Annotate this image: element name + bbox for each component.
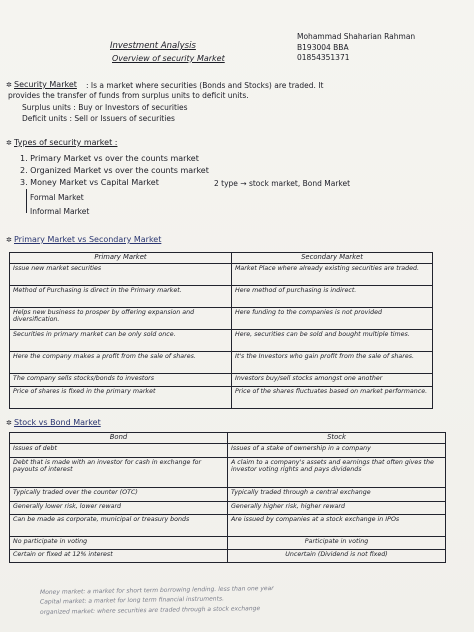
subtype-bracket xyxy=(26,189,27,213)
table-cell: Can be made as corporate, municipal or treasury bonds xyxy=(10,514,228,536)
table-cell: Here method of purchasing is indirect. xyxy=(232,285,433,307)
table-cell: Here, securities can be sold and bought multiple times. xyxy=(232,329,433,351)
bleed-through-line-2: Capital market: a market for long term financial instruments. xyxy=(39,595,225,606)
page-subtitle: Overview of security Market xyxy=(112,54,225,63)
table-cell: Issue new market securities xyxy=(10,263,232,285)
bleed-through-line-1: Money market: a market for short term borrowing lending. less than one year xyxy=(39,584,274,597)
table-cell: Investors buy/sell stocks amongst one another xyxy=(232,373,433,386)
table-row xyxy=(10,351,433,373)
column-header-secondary: Secondary Market xyxy=(232,253,433,264)
bullet-icon: ✲ xyxy=(6,419,12,427)
types-item-2: 2. Organized Market vs over the counts market xyxy=(20,166,209,175)
bullet-icon: ✲ xyxy=(6,236,12,244)
table-row xyxy=(10,501,446,514)
table-cell: Issues of a stake of ownership in a company xyxy=(228,443,446,457)
table-cell: Method of Purchasing is direct in the Primary market. xyxy=(10,285,232,307)
table-row xyxy=(10,443,446,457)
table-cell: Are issued by companies at a stock exchange in IPOs xyxy=(228,514,446,536)
table-cell: A claim to a company's assets and earnings that often gives the investor voting rights and pays dividends xyxy=(228,457,446,487)
student-id: B193004 BBA xyxy=(297,43,349,52)
subtype-informal: Informal Market xyxy=(30,207,90,216)
table-cell: Helps new business to prosper by offering expansion and diversification. xyxy=(10,307,232,329)
table-cell: It's the Investors who gain profit from the sale of shares. xyxy=(232,351,433,373)
table-row xyxy=(10,373,433,386)
table-row xyxy=(10,549,446,562)
table-cell: Certain or fixed at 12% interest xyxy=(10,549,228,562)
table-cell: Market Place where already existing securities are traded. xyxy=(232,263,433,285)
table-cell: The company sells stocks/bonds to investors xyxy=(10,373,232,386)
table-row xyxy=(10,487,446,501)
table-cell: Price of the shares fluctuates based on market performance. xyxy=(232,386,433,408)
table-row xyxy=(10,307,433,329)
bullet-surplus-units: Surplus units : Buy or Investors of securities xyxy=(22,103,188,112)
column-header-primary: Primary Market xyxy=(10,253,232,264)
stock-bond-table xyxy=(9,432,446,563)
table-cell: Participate in voting xyxy=(228,536,446,549)
table-cell: Typically traded through a central exchange xyxy=(228,487,446,501)
table-cell: Uncertain (Dividend is not fixed) xyxy=(228,549,446,562)
table-row xyxy=(10,285,433,307)
table-cell: Price of shares is fixed in the primary market xyxy=(10,386,232,408)
bullet-icon: ✲ xyxy=(6,81,12,89)
phone-number: 01854351371 xyxy=(297,53,350,62)
types-item-3-note: 2 type → stock market, Bond Market xyxy=(214,179,351,188)
subtype-formal: Formal Market xyxy=(30,193,84,202)
table-cell: Debt that is made with an investor for cash in exchange for payouts of interest xyxy=(10,457,228,487)
author-name: Mohammad Shaharian Rahman xyxy=(297,32,416,41)
primary-secondary-table xyxy=(9,252,433,409)
column-header-bond: Bond xyxy=(10,433,228,444)
table-row xyxy=(10,457,446,487)
bullet-deficit-units: Deficit units : Sell or Issuers of securities xyxy=(22,114,175,123)
primary-secondary-heading: Primary Market vs Secondary Market xyxy=(14,235,162,244)
table-cell: Here the company makes a profit from the sale of shares. xyxy=(10,351,232,373)
security-market-heading: Security Market xyxy=(14,80,77,89)
table-header-row xyxy=(10,253,433,264)
types-item-3: 3. Money Market vs Capital Market xyxy=(20,178,159,187)
table-row xyxy=(10,536,446,549)
table-header-row xyxy=(10,433,446,444)
table-cell: Issues of debt xyxy=(10,443,228,457)
security-market-definition-1: : Is a market where securities (Bonds and Stocks) are traded. It xyxy=(86,81,324,90)
table-row xyxy=(10,263,433,285)
bleed-through-line-3: organized market: where securities are traded through a stock exchange xyxy=(39,605,261,616)
table-cell: Here funding to the companies is not provided xyxy=(232,307,433,329)
bullet-icon: ✲ xyxy=(6,139,12,147)
table-row xyxy=(10,386,433,408)
table-row xyxy=(10,514,446,536)
column-header-stock: Stock xyxy=(228,433,446,444)
types-item-1: 1. Primary Market vs over the counts market xyxy=(20,154,199,163)
page-title: Investment Analysis xyxy=(110,41,196,51)
stock-bond-heading: Stock vs Bond Market xyxy=(14,418,101,427)
table-cell: Typically traded over the counter (OTC) xyxy=(10,487,228,501)
table-cell: Generally higher risk, higher reward xyxy=(228,501,446,514)
table-row xyxy=(10,329,433,351)
table-cell: Generally lower risk, lower reward xyxy=(10,501,228,514)
types-heading: Types of security market : xyxy=(14,138,118,147)
table-cell: No participate in voting xyxy=(10,536,228,549)
table-cell: Securities in primary market can be only sold once. xyxy=(10,329,232,351)
security-market-definition-2: provides the transfer of funds from surplus units to deficit units. xyxy=(8,91,249,100)
